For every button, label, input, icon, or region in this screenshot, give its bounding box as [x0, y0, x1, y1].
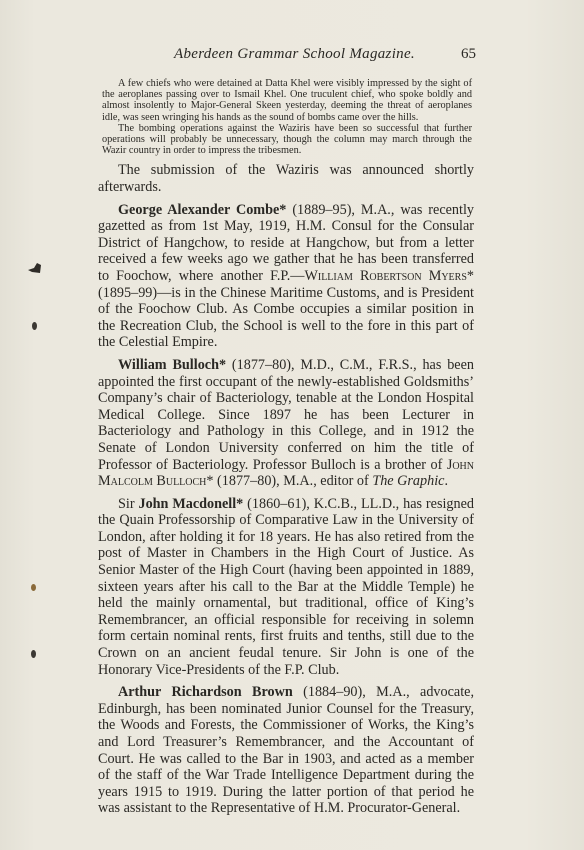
quote-paragraph: A few chiefs who were detained at Datta Khel were visibly impressed by the sight of the aeroplanes passing over to Ismail Khel. One truculent chief, who spoke boldly and almost insolently to Major-General Skeen yesterday, deeming the threat of aeroplanes idle, was seen wringing his hands as the sound of bombs came over the hills. [102, 78, 472, 123]
text-run: * (1877–80), M.A., editor of [206, 473, 373, 490]
paragraph-brown [98, 684, 474, 817]
binding-hole [31, 650, 36, 658]
paragraph-macdonell [98, 496, 474, 679]
page-content [98, 78, 474, 823]
paragraph-waziris: The submission of the Waziris was announced shortly afterwards. [98, 162, 474, 196]
text-run: (1884–90), M.A., advocate, Edinburgh, has been nominated Junior Counsel for the Treasury, the Woods and Forests, the Commissioner of Works, the King’s and Lord Treasurer’s Remembrancer, and the Accountant of Court. He was called to the Bar in 1903, and acted as a member of the staff of the War Trade Intelligence Department during the years 1915 to 1919. During the latter portion of that period he was assistant to the Representative of H.M. Procurator-General. [98, 684, 474, 817]
running-title: Aberdeen Grammar School Magazine. [174, 46, 415, 62]
person-name-smallcaps: John Malcolm Bulloch [98, 456, 474, 490]
text-run: (1860–61), K.C.B., LL.D., has resigned the Quain Professorship of Comparative Law in the University of London, after holding it for 18 years. He has also retired from the post of Master in Chambers in the High Court of Justice. As Senior Master of the High Court (having been appointed in 1889, sixteen years after his call to the Bar at the Middle Temple) he held the mainly ornamental, but traditional, office of King’s Remembrancer, an official responsible for receiving in solemn form certain nominal rents, first fruits and tenths, still due to the Crown on an ancient feudal tenure. Sir John is one of the Honorary Vice-Presidents of the F.P. Club. [98, 495, 474, 678]
binding-mark [28, 262, 42, 274]
person-name: William Bulloch* [118, 356, 227, 373]
binding-hole [31, 584, 36, 591]
page-number: 65 [461, 46, 476, 62]
text-run: * (1895–99)—is in the Chinese Maritime Customs, and is President of the Foochow Club. As Combe occupies a similar position in the Recreation Club, the School is well to the fore in this part of the Celestial Empire. [98, 267, 474, 351]
quoted-news-extract [98, 78, 474, 156]
person-name: Arthur Richardson Brown [118, 684, 293, 701]
binding-hole [32, 322, 37, 330]
text-run: Sir [118, 495, 139, 512]
person-name: George Alexander Combe* [118, 201, 287, 218]
paragraph-bulloch [98, 357, 474, 490]
publication-title: The Graphic [372, 473, 445, 490]
body-text [98, 162, 474, 817]
text-run: . [444, 473, 448, 490]
paragraph-combe [98, 202, 474, 351]
person-name: John Macdonell* [138, 495, 244, 512]
text-run: (1889–95), M.A., was recently gazetted as from 1st May, 1919, H.M. Consul for the Consular District of Hangchow, to reside at Hangchow, but from a letter received a few weeks ago we gather that he has been transferred to Foochow, where another F.P.— [98, 201, 474, 284]
text-run: (1877–80), M.D., C.M., F.R.S., has been appointed the first occupant of the newly-established Goldsmiths’ Company’s chair of Bacteriology, tenable at the London Hospital Medical College. Since 1897 he has been Lecturer in Bacteriology and Pathology in this College, and in 1912 the Senate of London University conferred on him the title of Professor of Bacteriology. Professor Bulloch is a brother of [98, 356, 474, 473]
page-header [118, 46, 476, 68]
quote-paragraph: The bombing operations against the Waziris have been so successful that further operations will probably be unnecessary, though the column may march through the Wazir country in order to impress the tribesmen. [102, 122, 472, 157]
person-name-smallcaps: William Robertson Myers [304, 267, 467, 284]
